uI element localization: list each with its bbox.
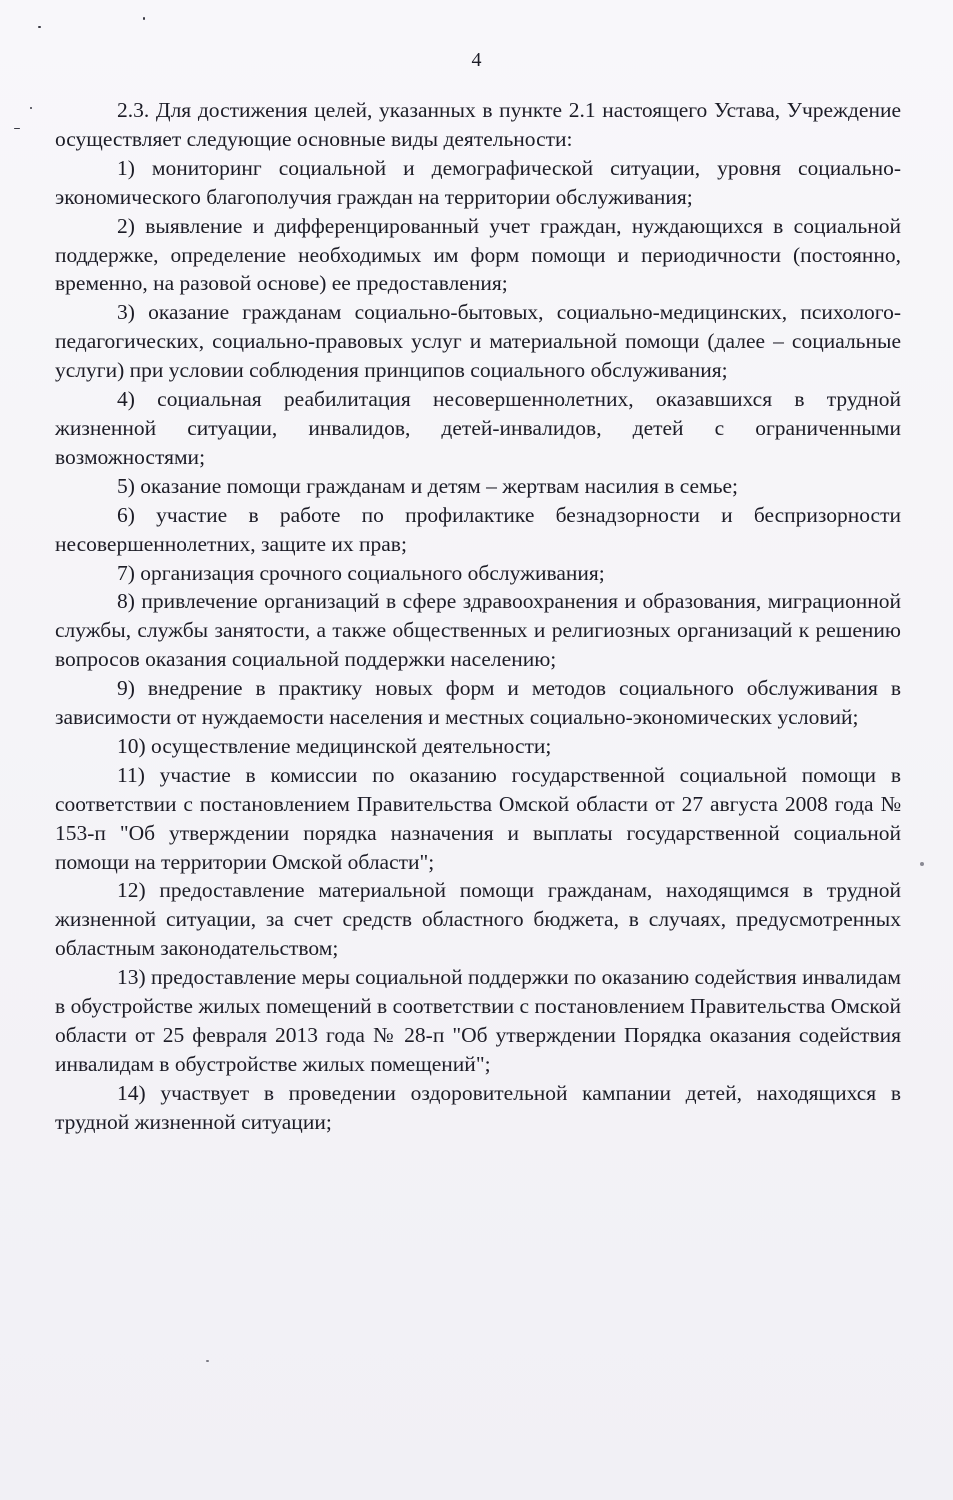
list-item-2: 2) выявление и дифференцированный учет граждан, нуждающихся в социальной поддержке, определение необходимых им форм помощи и периодичности (постоянно, временно, на разовой основе) ее предоставления; <box>55 213 901 296</box>
page-number: 4 <box>471 49 482 71</box>
scan-speck <box>920 862 924 866</box>
list-item-6: 6) участие в работе по профилактике безнадзорности и беспризорности несовершеннолетних, защите их прав; <box>55 502 901 556</box>
list-item-13: 13) предоставление меры социальной поддержки по оказанию содействия инвалидам в обустройстве жилых помещений в соответствии с постановлением Правительства Омской области от 25 февраля 2013 года № 28-п "Об утверждении Порядка оказания содействия инвалидам в обустройстве жилых помещений"; <box>55 965 901 1076</box>
scan-speck <box>38 26 41 28</box>
list-item-8: 8) привлечение организаций в сфере здравоохранения и образования, миграционной службы, службы занятости, а также общественных и религиозных организаций к решению вопросов оказания социальной поддержки населению; <box>55 589 901 672</box>
list-item-11: 11) участие в комиссии по оказанию государственной социальной помощи в соответствии с постановлением Правительства Омской области от 27 августа 2008 года № 153-п "Об утверждении порядка назначения и выплаты государственной социальной помощи на территории Омской области"; <box>55 762 901 874</box>
list-item-4: 4) социальная реабилитация несовершеннолетних, оказавшихся в трудной жизненной ситуации, инвалидов, детей-инвалидов, детей с ограниченными возможностями; <box>55 387 901 469</box>
list-item-12: 12) предоставление материальной помощи гражданам, находящимся в трудной жизненной ситуации, за счет средств областного бюджета, в случаях, предусмотренных областным законодательством; <box>55 878 901 961</box>
scan-speck <box>143 17 145 20</box>
list-item-7: 7) организация срочного социального обслуживания; <box>117 560 605 585</box>
list-item-3: 3) оказание гражданам социально-бытовых, социально-медицинских, психолого-педагогических, социально-правовых услуг и материальной помощи (далее – социальные услуги) при условии соблюдения принципов социального обслуживания; <box>55 300 901 383</box>
section-2-3-intro: 2.3. Для достижения целей, указанных в пункте 2.1 настоящего Устава, Учреждение осуществляет следующие основные виды деятельности: <box>55 98 901 151</box>
list-item-5: 5) оказание помощи гражданам и детям – жертвам насилия в семье; <box>117 473 739 498</box>
list-item-9: 9) внедрение в практику новых форм и методов социального обслуживания в зависимости от нуждаемости населения и местных социально-экономических условий; <box>55 676 901 730</box>
scan-speck <box>14 128 20 129</box>
document-body <box>55 96 901 1137</box>
list-item-1: 1) мониторинг социальной и демографической ситуации, уровня социально-экономического благополучия граждан на территории обслуживания; <box>55 155 901 209</box>
scan-speck <box>206 1360 209 1362</box>
list-item-10: 10) осуществление медицинской деятельности; <box>117 733 552 758</box>
scan-speck <box>30 107 32 109</box>
list-item-14: 14) участвует в проведении оздоровительной кампании детей, находящихся в трудной жизненной ситуации; <box>55 1080 901 1134</box>
